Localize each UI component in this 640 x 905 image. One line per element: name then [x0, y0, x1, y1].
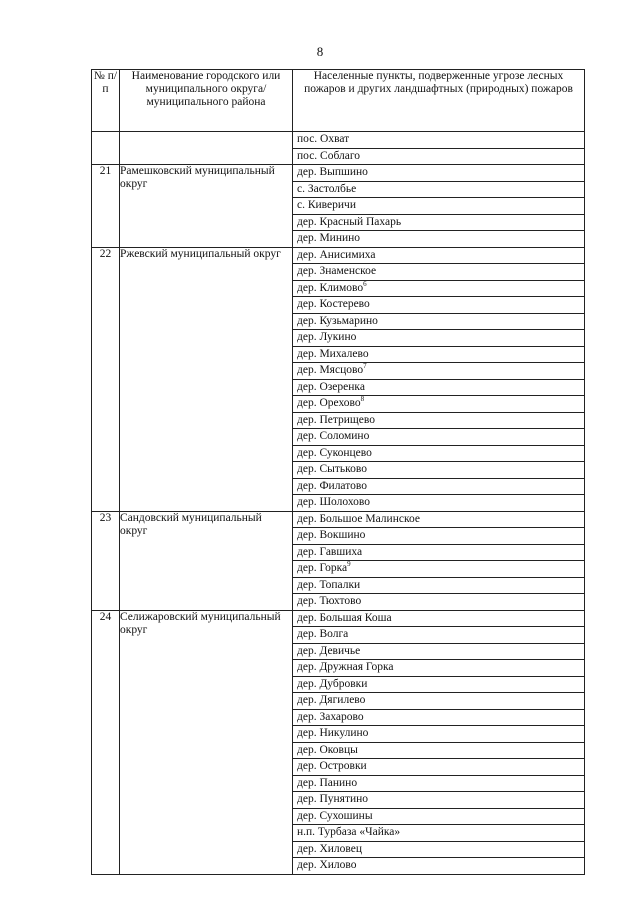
settlement-cell	[293, 148, 585, 165]
settlement-name: дер. Большое Малинское	[297, 512, 420, 525]
settlement-name: дер. Большая Коша	[297, 611, 392, 624]
footnote-marker: 7	[363, 362, 367, 371]
district-name	[120, 132, 293, 165]
settlement-name: дер. Горка	[297, 562, 348, 574]
settlement-cell	[293, 396, 585, 413]
settlement-cell	[293, 231, 585, 248]
settlement-name: дер. Хилово	[297, 859, 357, 871]
settlement-name: дер. Климово	[297, 281, 364, 294]
settlement-cell	[293, 462, 585, 479]
settlement-name: дер. Шолохово	[297, 496, 371, 508]
settlement-cell	[293, 214, 585, 231]
district-name: Ржевский муниципальный округ	[120, 247, 293, 511]
settlement-name: с. Киверичи	[297, 199, 356, 211]
settlement-name: дер. Озеренка	[297, 380, 365, 393]
settlement-cell	[293, 759, 585, 776]
settlement-cell	[293, 693, 585, 710]
settlement-name: дер. Минино	[297, 232, 361, 244]
settlement-name: дер. Тюхтово	[297, 595, 362, 607]
settlement-name: дер. Захарово	[297, 710, 364, 723]
settlement-cell	[293, 561, 585, 578]
settlement-name: дер. Петрищево	[297, 413, 375, 426]
settlement-cell	[293, 165, 585, 182]
header-settlements: Населенные пункты, подверженные угрозе лесных пожаров и других ландшафтных (природных) пожаров	[293, 70, 585, 132]
table-body	[92, 132, 585, 875]
settlement-name: дер. Сухошины	[297, 809, 373, 822]
settlement-name: с. Застолбье	[297, 182, 357, 195]
settlement-cell	[293, 181, 585, 198]
settlement-name: дер. Филатово	[297, 479, 367, 492]
footnote-marker: 9	[347, 560, 351, 569]
settlement-name: дер. Анисимиха	[297, 248, 376, 261]
header-district: Наименование городского или муниципального округа/муниципального района	[120, 70, 293, 132]
settlement-cell	[293, 709, 585, 726]
settlement-cell	[293, 264, 585, 281]
settlement-cell	[293, 247, 585, 264]
footnote-marker: 8	[360, 395, 365, 404]
row-number: 23	[92, 511, 120, 610]
settlement-name: дер. Волга	[297, 628, 349, 640]
table-row	[92, 132, 585, 149]
settlement-cell	[293, 132, 585, 149]
settlement-name: дер. Михалево	[297, 347, 369, 360]
settlement-name: дер. Дягилево	[297, 694, 366, 706]
settlement-cell	[293, 511, 585, 528]
settlement-name: дер. Соломино	[297, 430, 370, 442]
settlement-cell	[293, 594, 585, 611]
settlement-cell	[293, 577, 585, 594]
settlement-name: дер. Топалки	[297, 578, 361, 591]
table-row	[92, 511, 585, 528]
settlement-cell	[293, 445, 585, 462]
settlement-name: дер. Лукино	[297, 331, 357, 343]
settlement-cell	[293, 825, 585, 842]
page-number: 8	[316, 44, 324, 59]
header-number: № п/п	[92, 70, 120, 132]
district-name: Селижаровский муниципальный округ	[120, 610, 293, 874]
settlement-name: дер. Никулино	[297, 727, 369, 739]
settlement-name: дер. Суконцево	[297, 446, 372, 459]
settlement-cell	[293, 808, 585, 825]
settlement-name: дер. Гавшиха	[297, 545, 363, 558]
settlement-name: дер. Оковцы	[297, 743, 358, 756]
settlement-name: дер. Пунятино	[297, 793, 369, 805]
settlement-cell	[293, 379, 585, 396]
settlement-name: дер. Знаменское	[297, 265, 377, 277]
settlement-cell	[293, 544, 585, 561]
settlement-cell	[293, 643, 585, 660]
settlement-cell	[293, 528, 585, 545]
settlement-cell	[293, 676, 585, 693]
settlement-name: дер. Панино	[297, 776, 358, 789]
settlements-table	[91, 69, 585, 875]
settlement-name: дер. Мясцово	[297, 364, 364, 376]
settlement-cell	[293, 742, 585, 759]
settlement-cell	[293, 610, 585, 627]
settlement-cell	[293, 280, 585, 297]
settlement-name: пос. Охват	[297, 133, 350, 145]
settlement-cell	[293, 198, 585, 215]
row-number	[92, 132, 120, 165]
settlement-name: дер. Орехово	[297, 397, 361, 409]
settlement-cell	[293, 330, 585, 347]
settlement-name: дер. Кузьмарино	[297, 314, 378, 327]
settlement-name: н.п. Турбаза «Чайка»	[297, 826, 401, 838]
settlement-name: дер. Хиловец	[297, 842, 363, 855]
row-number: 24	[92, 610, 120, 874]
settlement-cell	[293, 412, 585, 429]
settlement-name: дер. Островки	[297, 760, 367, 772]
settlement-cell	[293, 841, 585, 858]
table-header-row	[92, 70, 585, 132]
settlement-cell	[293, 726, 585, 743]
table-row	[92, 610, 585, 627]
settlement-cell	[293, 297, 585, 314]
settlement-cell	[293, 792, 585, 809]
district-name: Рамешковский муниципальный округ	[120, 165, 293, 248]
settlement-name: дер. Дружная Горка	[297, 661, 394, 673]
settlement-cell	[293, 775, 585, 792]
footnote-marker: 6	[363, 279, 367, 288]
settlement-cell	[293, 313, 585, 330]
settlement-cell	[293, 660, 585, 677]
row-number: 21	[92, 165, 120, 248]
settlement-cell	[293, 429, 585, 446]
settlement-cell	[293, 627, 585, 644]
settlement-name: дер. Выпшино	[297, 166, 368, 178]
settlement-cell	[293, 478, 585, 495]
settlement-name: пос. Соблаго	[297, 149, 361, 162]
settlement-cell	[293, 346, 585, 363]
settlement-name: дер. Красный Пахарь	[297, 215, 402, 228]
row-number: 22	[92, 247, 120, 511]
settlement-name: дер. Девичье	[297, 644, 361, 657]
settlement-name: дер. Костерево	[297, 298, 370, 310]
settlement-cell	[293, 858, 585, 875]
settlement-name: дер. Вокшино	[297, 529, 366, 541]
settlement-cell	[293, 495, 585, 512]
settlement-name: дер. Дубровки	[297, 677, 368, 690]
settlement-cell	[293, 363, 585, 380]
settlement-name: дер. Сытьково	[297, 463, 367, 475]
district-name: Сандовский муниципальный округ	[120, 511, 293, 610]
table-row	[92, 247, 585, 264]
table-row	[92, 165, 585, 182]
